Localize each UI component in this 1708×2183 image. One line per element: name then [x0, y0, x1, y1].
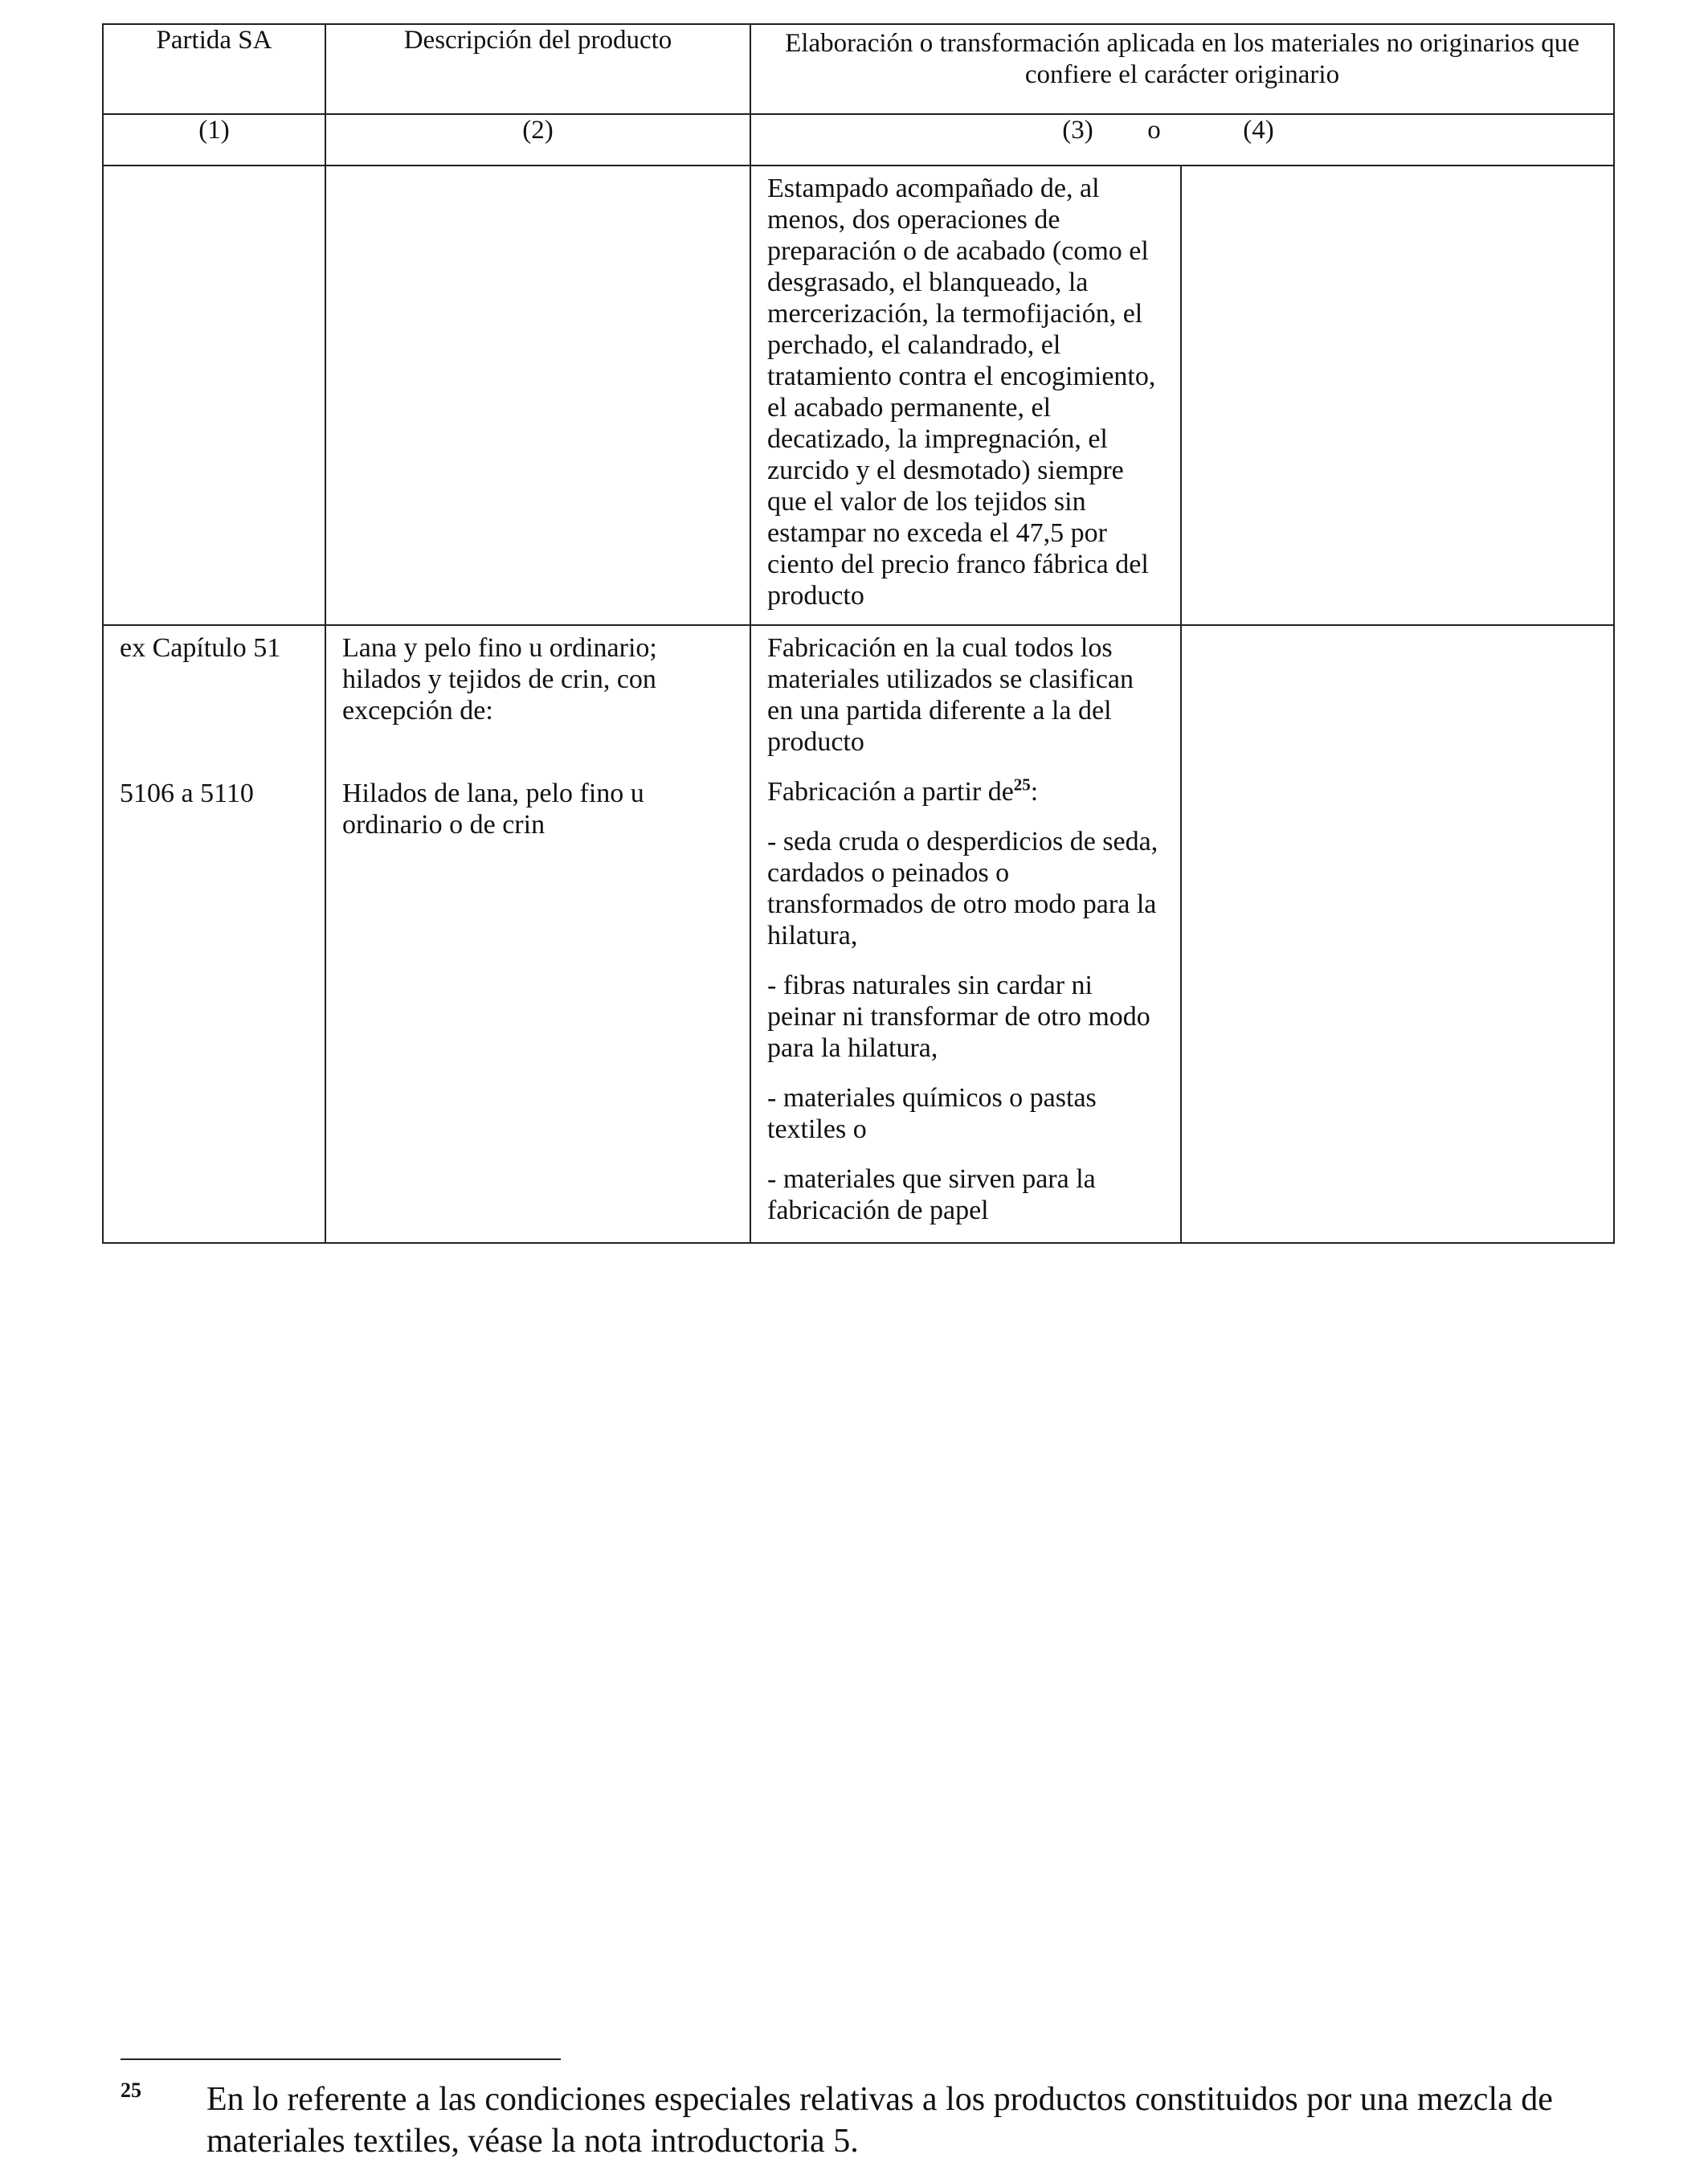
row-ch51-col2 — [325, 625, 750, 1243]
row-stamp-col3 — [750, 166, 1181, 625]
regla-5106-intro — [767, 776, 1164, 807]
table-header-row — [103, 24, 1614, 114]
partida-ex-capitulo-51: ex Capítulo 51 — [120, 633, 281, 663]
stamp-rule-text: Estampado acompañado de, al menos, dos operaciones de preparación o de acabado (como el desgrasado, el blanqueado, la mercerización, la termofijación, el perchado, el calandrado, el tratamiento contra el encogimiento, el acabado permanente, el decatizado, la impregnación, el zurcido y el desmotado) siempre que el valor de los tejidos sin estampar no exceda el 47,5 por ciento del precio franco fábrica del producto — [767, 174, 1156, 611]
table-row — [103, 166, 1614, 625]
origin-rules-table — [102, 23, 1615, 1244]
column-number-3-4 — [750, 114, 1614, 166]
row-stamp-col4 — [1181, 166, 1614, 625]
header-elaboracion: Elaboración o transformación aplicada en los materiales no originarios que confiere el carácter originario — [750, 24, 1614, 114]
column-number-4: (4) — [1243, 116, 1274, 145]
table-row — [103, 625, 1614, 1243]
partida-5106-5110: 5106 a 5110 — [120, 779, 254, 808]
header-descripcion: Descripción del producto — [325, 24, 750, 114]
row-ch51-col1 — [103, 625, 325, 1243]
regla-5106-intro-suffix: : — [1030, 777, 1039, 807]
list-item: - materiales químicos o pastas textiles o — [767, 1083, 1097, 1144]
row-ch51-col3 — [750, 625, 1181, 1243]
row-stamp-col2 — [325, 166, 750, 625]
list-item: - seda cruda o desperdicios de seda, cardados o peinados o transformados de otro modo para la hilatura, — [767, 827, 1158, 950]
column-or-label: o — [1147, 116, 1161, 145]
list-item: - materiales que sirven para la fabricación de papel — [767, 1164, 1096, 1225]
footnote — [121, 2079, 1591, 2162]
column-number-1: (1) — [103, 114, 325, 166]
row-ch51-col4 — [1181, 625, 1614, 1243]
header-partida-sa: Partida SA — [103, 24, 325, 114]
row-stamp-col1 — [103, 166, 325, 625]
footnote-separator — [121, 2058, 561, 2060]
descripcion-capitulo-51: Lana y pelo fino u ordinario; hilados y tejidos de crin, con excepción de: — [342, 633, 657, 726]
footnote-number: 25 — [121, 2079, 141, 2102]
footnote-text: En lo referente a las condiciones especiales relativas a los productos constituidos por una mezcla de materiales textiles, véase la nota introductoria 5. — [206, 2081, 1553, 2160]
column-number-row — [103, 114, 1614, 166]
column-number-3: (3) — [1062, 116, 1093, 145]
regla-5106-intro-text: Fabricación a partir de — [767, 777, 1014, 807]
column-number-2: (2) — [325, 114, 750, 166]
regla-capitulo-51: Fabricación en la cual todos los materiales utilizados se clasifican en una partida diferente a la del producto — [767, 633, 1134, 757]
descripcion-5106-5110: Hilados de lana, pelo fino u ordinario o de crin — [342, 779, 644, 840]
footnote-reference-25: 25 — [1013, 775, 1031, 795]
list-item: - fibras naturales sin cardar ni peinar ni transformar de otro modo para la hilatura, — [767, 971, 1150, 1063]
